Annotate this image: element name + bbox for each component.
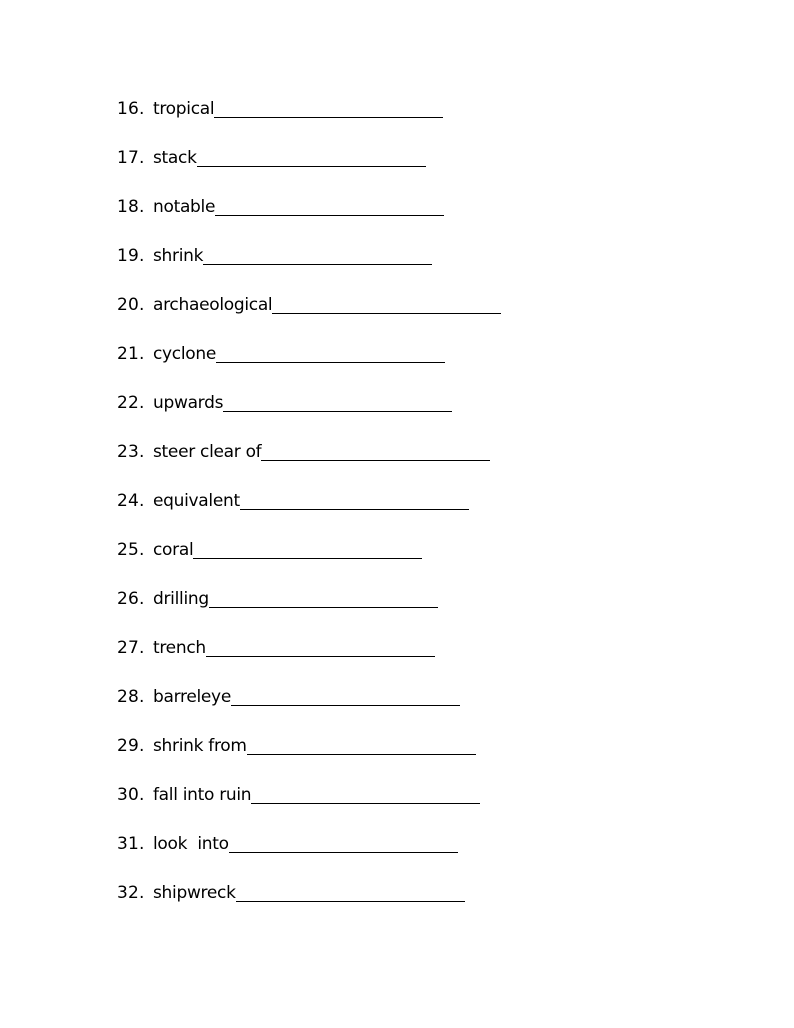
item-word: steer clear of bbox=[153, 442, 262, 462]
item-number: 16. bbox=[117, 99, 145, 119]
list-item bbox=[117, 832, 501, 881]
answer-blank[interactable] bbox=[261, 440, 490, 461]
item-word: look into bbox=[153, 834, 229, 854]
answer-blank[interactable] bbox=[231, 685, 460, 706]
item-number: 25. bbox=[117, 540, 145, 560]
item-number: 31. bbox=[117, 834, 145, 854]
item-word: shrink bbox=[153, 246, 204, 266]
item-number: 32. bbox=[117, 883, 145, 903]
answer-blank[interactable] bbox=[223, 391, 452, 412]
answer-blank[interactable] bbox=[251, 783, 480, 804]
item-word: notable bbox=[153, 197, 216, 217]
answer-blank[interactable] bbox=[229, 832, 458, 853]
item-word: archaeological bbox=[153, 295, 273, 315]
vocabulary-list bbox=[117, 97, 501, 930]
item-word: fall into ruin bbox=[153, 785, 252, 805]
list-item bbox=[117, 293, 501, 342]
list-item bbox=[117, 146, 501, 195]
list-item bbox=[117, 783, 501, 832]
answer-blank[interactable] bbox=[236, 881, 465, 902]
item-word: cyclone bbox=[153, 344, 217, 364]
list-item bbox=[117, 489, 501, 538]
list-item bbox=[117, 587, 501, 636]
item-word: drilling bbox=[153, 589, 209, 609]
list-item bbox=[117, 734, 501, 783]
item-word: tropical bbox=[153, 99, 215, 119]
list-item bbox=[117, 342, 501, 391]
list-item bbox=[117, 195, 501, 244]
item-word: trench bbox=[153, 638, 206, 658]
item-number: 19. bbox=[117, 246, 145, 266]
item-number: 27. bbox=[117, 638, 145, 658]
item-word: upwards bbox=[153, 393, 224, 413]
item-word: barreleye bbox=[153, 687, 231, 707]
item-word: coral bbox=[153, 540, 194, 560]
item-word: shipwreck bbox=[153, 883, 236, 903]
item-number: 21. bbox=[117, 344, 145, 364]
list-item bbox=[117, 685, 501, 734]
item-number: 28. bbox=[117, 687, 145, 707]
answer-blank[interactable] bbox=[214, 97, 443, 118]
item-number: 18. bbox=[117, 197, 145, 217]
item-number: 30. bbox=[117, 785, 145, 805]
answer-blank[interactable] bbox=[209, 587, 438, 608]
item-number: 29. bbox=[117, 736, 145, 756]
item-number: 17. bbox=[117, 148, 145, 168]
item-number: 20. bbox=[117, 295, 145, 315]
item-number: 26. bbox=[117, 589, 145, 609]
item-word: stack bbox=[153, 148, 197, 168]
item-number: 24. bbox=[117, 491, 145, 511]
list-item bbox=[117, 636, 501, 685]
list-item bbox=[117, 391, 501, 440]
item-word: shrink from bbox=[153, 736, 247, 756]
answer-blank[interactable] bbox=[193, 538, 422, 559]
list-item bbox=[117, 244, 501, 293]
answer-blank[interactable] bbox=[216, 342, 445, 363]
list-item bbox=[117, 881, 501, 930]
answer-blank[interactable] bbox=[272, 293, 501, 314]
answer-blank[interactable] bbox=[215, 195, 444, 216]
answer-blank[interactable] bbox=[206, 636, 435, 657]
list-item bbox=[117, 97, 501, 146]
answer-blank[interactable] bbox=[203, 244, 432, 265]
list-item bbox=[117, 538, 501, 587]
list-item bbox=[117, 440, 501, 489]
answer-blank[interactable] bbox=[240, 489, 469, 510]
item-number: 23. bbox=[117, 442, 145, 462]
answer-blank[interactable] bbox=[197, 146, 426, 167]
item-word: equivalent bbox=[153, 491, 240, 511]
item-number: 22. bbox=[117, 393, 145, 413]
answer-blank[interactable] bbox=[247, 734, 476, 755]
